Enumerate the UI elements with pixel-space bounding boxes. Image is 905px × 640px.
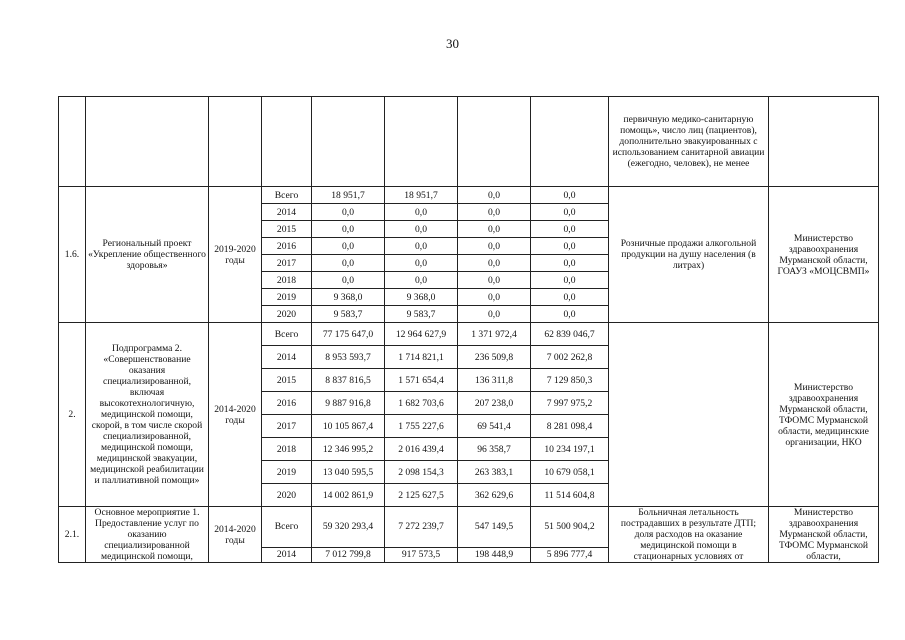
cell-year: Всего <box>262 323 312 346</box>
section-1-6-executor: Министерство здравоохранения Мурманской области, ГОАУЗ «МОЦСВМП» <box>769 187 879 323</box>
cell-regional-budget: 2 098 154,3 <box>385 461 458 484</box>
cell-total: 8 837 816,5 <box>312 369 385 392</box>
cell-other-sources: 7 997 975,2 <box>531 392 609 415</box>
cell-total: 14 002 861,9 <box>312 484 385 507</box>
cell-federal-budget: 0,0 <box>458 204 531 221</box>
cell-regional-budget: 9 368,0 <box>385 289 458 306</box>
cell-year: 2016 <box>262 238 312 255</box>
cell-year: 2018 <box>262 272 312 289</box>
cell-regional-budget: 2 125 627,5 <box>385 484 458 507</box>
cell-total: 10 105 867,4 <box>312 415 385 438</box>
cell-total: 77 175 647,0 <box>312 323 385 346</box>
cell-c3 <box>531 97 609 187</box>
cell-regional-budget: 2 016 439,4 <box>385 438 458 461</box>
cell-c2 <box>458 97 531 187</box>
cell-federal-budget: 0,0 <box>458 272 531 289</box>
cell-regional-budget: 1 714 821,1 <box>385 346 458 369</box>
cell-total: 13 040 595,5 <box>312 461 385 484</box>
cell-total: 9 368,0 <box>312 289 385 306</box>
cell-regional-budget: 9 583,7 <box>385 306 458 323</box>
cell-federal-budget: 0,0 <box>458 238 531 255</box>
cell-year: 2017 <box>262 255 312 272</box>
cell-federal-budget: 1 371 972,4 <box>458 323 531 346</box>
cell-federal-budget: 547 149,5 <box>458 507 531 548</box>
cell-other-sources: 10 679 058,1 <box>531 461 609 484</box>
cell-federal-budget: 207 238,0 <box>458 392 531 415</box>
table-row-continuation <box>59 97 879 187</box>
cell-total: 8 953 593,7 <box>312 346 385 369</box>
cell-federal-budget: 263 383,1 <box>458 461 531 484</box>
cell-other-sources: 8 281 098,4 <box>531 415 609 438</box>
table-row <box>59 323 879 346</box>
cell-regional-budget: 1 682 703,6 <box>385 392 458 415</box>
cell-total: 9 583,7 <box>312 306 385 323</box>
section-2-executor: Министерство здравоохранения Мурманской области, ТФОМС Мурманской области, медицинские организации, НКО <box>769 323 879 507</box>
cell-other-sources: 11 514 604,8 <box>531 484 609 507</box>
cell-other-sources: 0,0 <box>531 255 609 272</box>
cell-total: 18 951,7 <box>312 187 385 204</box>
cell-total: 0,0 <box>312 238 385 255</box>
cell-regional-budget: 0,0 <box>385 238 458 255</box>
cell-federal-budget: 0,0 <box>458 187 531 204</box>
cell-year: Всего <box>262 507 312 548</box>
cell-federal-budget: 69 541,4 <box>458 415 531 438</box>
cell-total <box>312 97 385 187</box>
cell-other-sources: 7 129 850,3 <box>531 369 609 392</box>
cell-other-sources: 0,0 <box>531 221 609 238</box>
cell-regional-budget: 917 573,5 <box>385 547 458 562</box>
cell-name <box>86 97 209 187</box>
cell-regional-budget: 1 755 227,6 <box>385 415 458 438</box>
cell-executor <box>769 97 879 187</box>
cell-year: 2014 <box>262 547 312 562</box>
cell-other-sources: 5 896 777,4 <box>531 547 609 562</box>
cell-other-sources: 10 234 197,1 <box>531 438 609 461</box>
section-2-period: 2014-2020 годы <box>209 323 262 507</box>
section-2-1-num: 2.1. <box>59 507 86 563</box>
cell-year: 2019 <box>262 289 312 306</box>
cell-year: 2016 <box>262 392 312 415</box>
cell-other-sources: 0,0 <box>531 272 609 289</box>
table-row <box>59 507 879 548</box>
cell-year: 2014 <box>262 346 312 369</box>
section-2-1-executor: Министерство здравоохранения Мурманской области, ТФОМС Мурманской области, <box>769 507 879 563</box>
cell-regional-budget: 0,0 <box>385 272 458 289</box>
cell-c1 <box>385 97 458 187</box>
section-1-6-name: Региональный проект «Укрепление общественного здоровья» <box>86 187 209 323</box>
cell-total: 59 320 293,4 <box>312 507 385 548</box>
cell-regional-budget: 1 571 654,4 <box>385 369 458 392</box>
section-2-1-period: 2014-2020 годы <box>209 507 262 563</box>
program-budget-table <box>58 96 879 563</box>
cell-other-sources: 0,0 <box>531 187 609 204</box>
cell-federal-budget: 136 311,8 <box>458 369 531 392</box>
section-1-6-indicator: Розничные продажи алкогольной продукции на душу населения (в литрах) <box>609 187 769 323</box>
cell-regional-budget: 12 964 627,9 <box>385 323 458 346</box>
section-2-indicator <box>609 323 769 507</box>
section-2-num: 2. <box>59 323 86 507</box>
cell-num <box>59 97 86 187</box>
cell-federal-budget: 0,0 <box>458 289 531 306</box>
cell-regional-budget: 18 951,7 <box>385 187 458 204</box>
cell-year: 2020 <box>262 306 312 323</box>
table-row <box>59 187 879 204</box>
cell-regional-budget: 0,0 <box>385 255 458 272</box>
cell-period <box>209 97 262 187</box>
cell-other-sources: 51 500 904,2 <box>531 507 609 548</box>
cell-total: 12 346 995,2 <box>312 438 385 461</box>
cell-indicator: первичную медико-санитарную помощь», число лиц (пациентов), дополнительно эвакуированных с использованием санитарной авиации (ежегодно, человек), не менее <box>609 97 769 187</box>
cell-federal-budget: 0,0 <box>458 221 531 238</box>
section-2-1-indicator: Больничная летальность пострадавших в результате ДТП; доля расходов на оказание медицинской помощи в стационарных условиях от <box>609 507 769 563</box>
cell-total: 0,0 <box>312 221 385 238</box>
cell-federal-budget: 96 358,7 <box>458 438 531 461</box>
cell-year: 2019 <box>262 461 312 484</box>
cell-year: 2015 <box>262 369 312 392</box>
section-1-6-period: 2019-2020 годы <box>209 187 262 323</box>
cell-total: 7 012 799,8 <box>312 547 385 562</box>
cell-total: 0,0 <box>312 255 385 272</box>
cell-year <box>262 97 312 187</box>
cell-other-sources: 0,0 <box>531 238 609 255</box>
cell-regional-budget: 0,0 <box>385 221 458 238</box>
cell-federal-budget: 0,0 <box>458 255 531 272</box>
cell-total: 0,0 <box>312 204 385 221</box>
cell-other-sources: 7 002 262,8 <box>531 346 609 369</box>
cell-year: 2017 <box>262 415 312 438</box>
cell-federal-budget: 236 509,8 <box>458 346 531 369</box>
cell-federal-budget: 198 448,9 <box>458 547 531 562</box>
page-number: 30 <box>446 36 459 51</box>
section-1-6-num: 1.6. <box>59 187 86 323</box>
section-2-name: Подпрограмма 2. «Совершенствование оказания специализированной, включая высокотехнологичную, медицинской помощи, скорой, в том числе скорой специализированной, медицинской помощи, медицинской эвакуации, медицинской реабилитации и паллиативной помощи» <box>86 323 209 507</box>
cell-year: 2014 <box>262 204 312 221</box>
cell-total: 0,0 <box>312 272 385 289</box>
section-2-1-name: Основное мероприятие 1. Предоставление услуг по оказанию специализированной медицинской помощи, <box>86 507 209 563</box>
cell-federal-budget: 362 629,6 <box>458 484 531 507</box>
cell-regional-budget: 0,0 <box>385 204 458 221</box>
cell-other-sources: 0,0 <box>531 306 609 323</box>
cell-other-sources: 0,0 <box>531 204 609 221</box>
cell-other-sources: 62 839 046,7 <box>531 323 609 346</box>
cell-regional-budget: 7 272 239,7 <box>385 507 458 548</box>
cell-total: 9 887 916,8 <box>312 392 385 415</box>
cell-year: 2015 <box>262 221 312 238</box>
cell-year: 2018 <box>262 438 312 461</box>
cell-year: Всего <box>262 187 312 204</box>
cell-year: 2020 <box>262 484 312 507</box>
cell-other-sources: 0,0 <box>531 289 609 306</box>
cell-federal-budget: 0,0 <box>458 306 531 323</box>
